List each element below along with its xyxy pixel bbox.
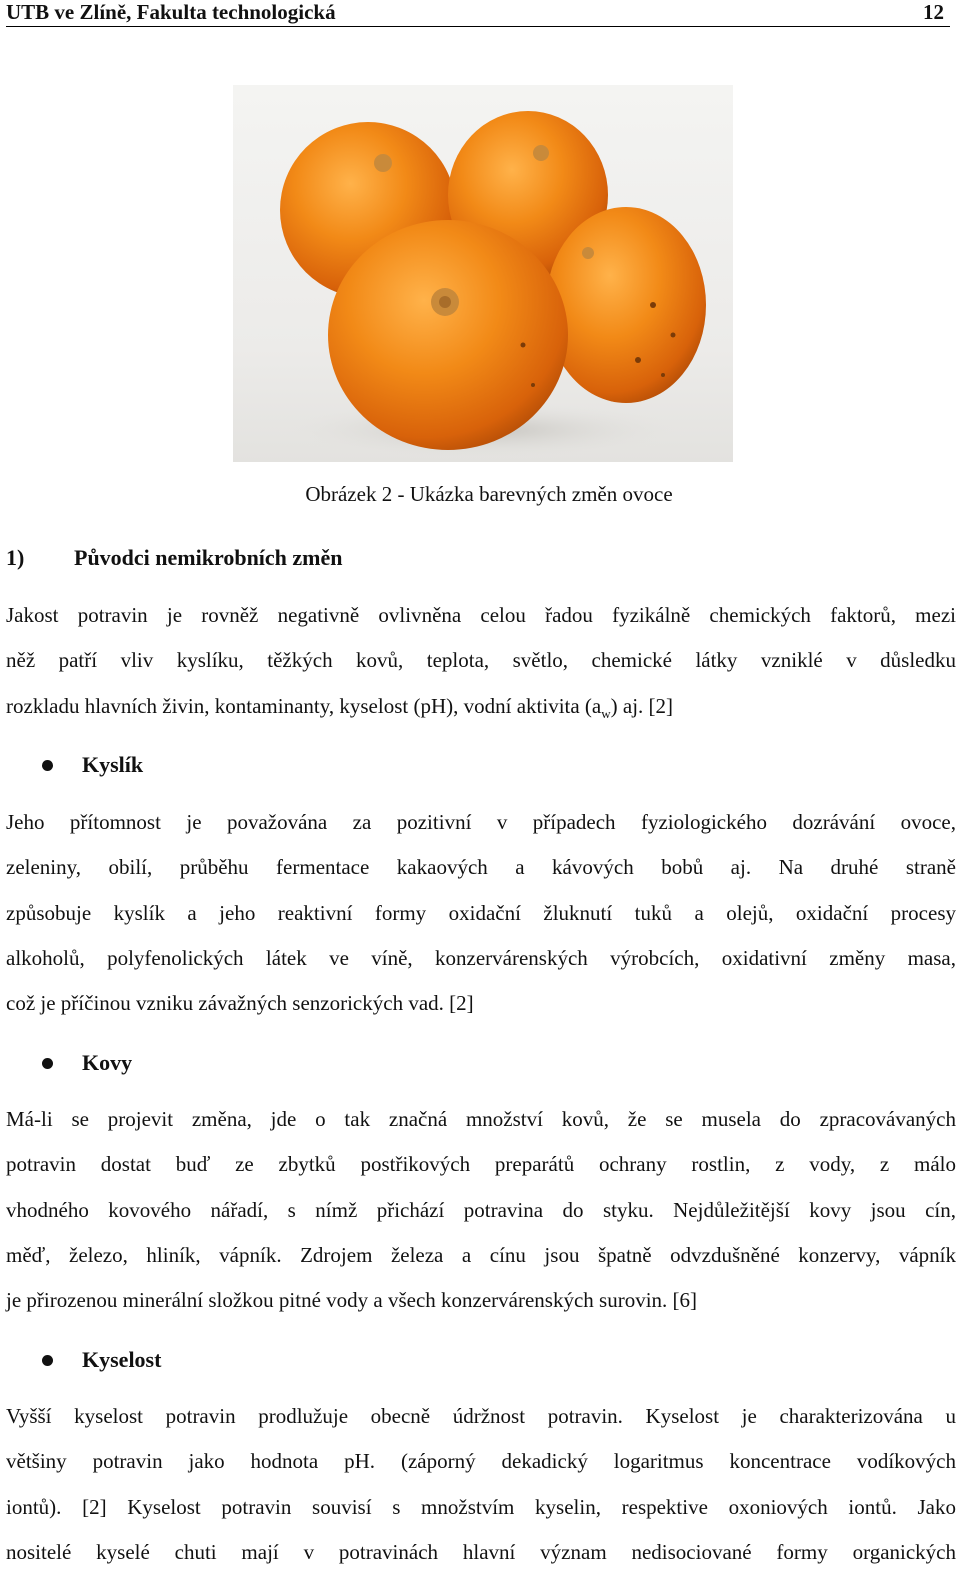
kyslik-line: což je příčinou vzniku závažných senzorických vad. [2]: [6, 991, 474, 1016]
kyslik-line: způsobuje kyslík a jeho reaktivní formy oxidační žluknutí tuků a olejů, oxidační procesy: [6, 900, 956, 925]
kyslik-paragraph: [6, 800, 956, 1026]
kyslik-line: zeleniny, obilí, průběhu fermentace kakaových a kávových bobů aj. Na druhé straně: [6, 855, 956, 880]
bullet-dot-icon: [42, 1058, 53, 1069]
kovy-line: je přirozenou minerální složkou pitné vody a všech konzervárenských surovin. [6]: [6, 1288, 698, 1313]
bullet-dot-icon: [42, 1355, 53, 1366]
page-number: 12: [923, 0, 944, 24]
kovy-paragraph: [6, 1097, 956, 1323]
kovy-line: Má-li se projevit změna, jde o tak značná množství kovů, že se musela do zpracovávaných: [6, 1107, 956, 1131]
intro-line3-end: ) aj. [2]: [610, 693, 674, 718]
section-title: Původci nemikrobních změn: [74, 545, 343, 570]
intro-line: [6, 684, 956, 729]
fruit-photo: [233, 85, 733, 462]
intro-paragraph: [6, 593, 956, 729]
kovy-line: potravin dostat buď ze zbytků postřikových preparátů ochrany rostlin, z vody, z málo: [6, 1152, 956, 1177]
section-number: 1): [6, 545, 25, 570]
intro-line: Jakost potravin je rovněž negativně ovlivněna celou řadou fyzikálně chemických faktorů, mezi: [6, 603, 956, 627]
kyselost-line: většiny potravin jako hodnota pH. (záporný dekadický logaritmus koncentrace vodíkových: [6, 1449, 956, 1474]
kyslik-line: Jeho přítomnost je považována za pozitivní v případech fyziologického dozrávání ovoce,: [6, 810, 956, 834]
section-heading: [6, 544, 343, 572]
oranges-illustration: [233, 85, 733, 462]
figure-caption-text: Obrázek 2 - Ukázka barevných změn ovoce: [305, 482, 673, 506]
bullet-label: Kyselost: [82, 1347, 162, 1372]
running-header: [6, 0, 950, 27]
kyselost-line: iontů). [2] Kyselost potravin souvisí s množstvím kyselin, respektive oxoniových iontů. Jako: [6, 1494, 956, 1519]
kyselost-line: Vyšší kyselost potravin prodlužuje obecně údržnost potravin. Kyselost je charakterizována u: [6, 1404, 956, 1428]
figure-caption: [0, 480, 960, 508]
kovy-line: měď, železo, hliník, vápník. Zdrojem železa a cínu jsou špatně odvzdušněné konzervy, vápník: [6, 1242, 956, 1267]
kyslik-line: alkoholů, polyfenolických látek ve víně, konzervárenských výrobcích, oxidativní změny masa,: [6, 945, 956, 970]
intro-line3-text: rozkladu hlavních živin, kontaminanty, kyselost (pH), vodní aktivita (a: [6, 693, 602, 718]
water-activity-subscript: w: [601, 705, 611, 721]
header-title: UTB ve Zlíně, Fakulta technologická: [6, 0, 336, 24]
bullet-label: Kyslík: [82, 752, 144, 777]
kyselost-paragraph: [6, 1394, 956, 1575]
bullet-label: Kovy: [82, 1050, 133, 1075]
kyselost-line: nositelé kyselé chuti mají v potravinách hlavní význam nedisociované formy organických: [6, 1539, 956, 1564]
bullet-dot-icon: [42, 760, 53, 771]
intro-line: něž patří vliv kyslíku, těžkých kovů, teplota, světlo, chemické látky vzniklé v důsledku: [6, 648, 956, 673]
kovy-line: vhodného kovového nářadí, s nímž přichází potravina do styku. Nejdůležitější kovy jsou cín,: [6, 1197, 956, 1222]
